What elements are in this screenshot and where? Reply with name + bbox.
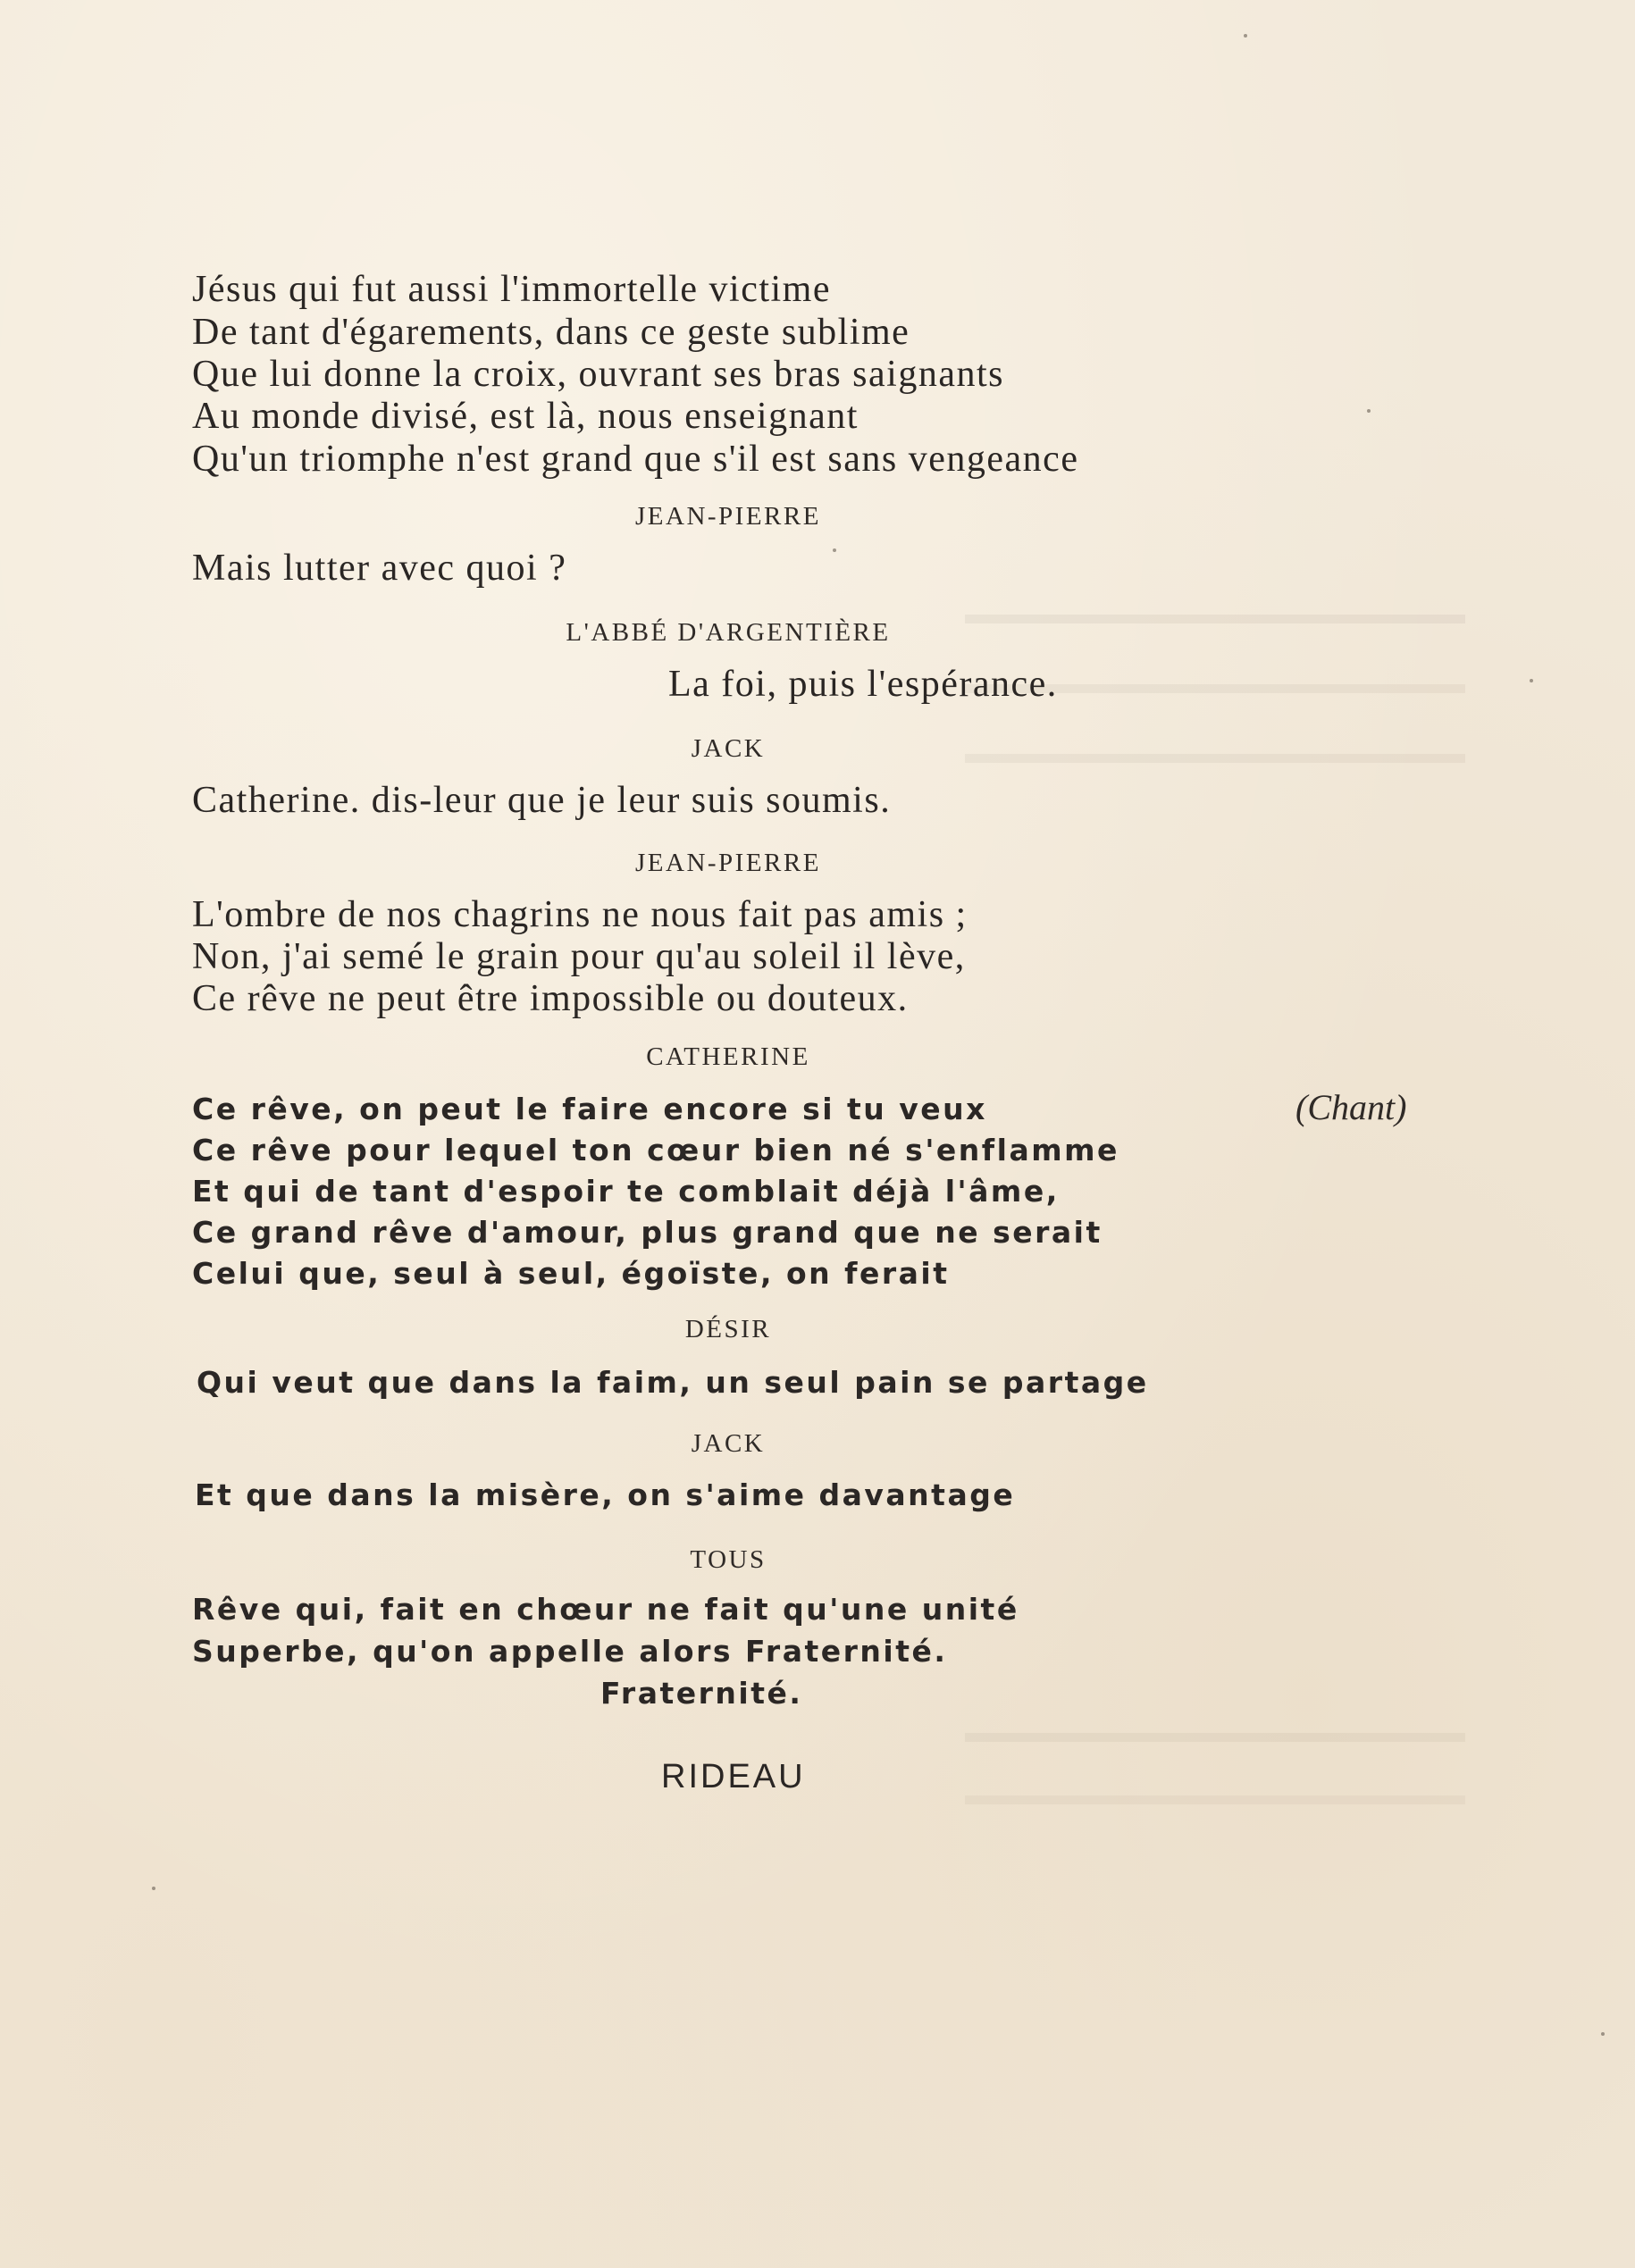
speaker-tous: TOUS — [690, 1545, 767, 1574]
speaker-jack: JACK — [691, 734, 766, 763]
song-line: Et qui de tant d'espoir te comblait déjà l'âme, — [192, 1174, 1060, 1209]
curtain-label: RIDEAU — [661, 1758, 806, 1795]
speaker-abbe: L'ABBÉ D'ARGENTIÈRE — [566, 618, 891, 647]
speck — [1367, 409, 1371, 413]
verse-line: Ce rêve ne peut être impossible ou douteux. — [192, 978, 909, 1019]
dialogue-line: Mais lutter avec quoi ? — [192, 548, 567, 589]
verse-line: De tant d'égarements, dans ce geste sublime — [192, 312, 910, 353]
verse-line: Non, j'ai semé le grain pour qu'au soleil il lève, — [192, 936, 966, 977]
song-line: Ce rêve pour lequel ton cœur bien né s'enflamme — [192, 1133, 1119, 1167]
song-line: Celui que, seul à seul, égoïste, on ferait — [192, 1256, 950, 1291]
verse-line: L'ombre de nos chagrins ne nous fait pas amis ; — [192, 894, 968, 935]
speaker-jean-pierre: JEAN-PIERRE — [635, 849, 821, 877]
speck — [833, 548, 836, 552]
speck — [152, 1887, 155, 1890]
song-line: Rêve qui, fait en chœur ne fait qu'une unité — [192, 1592, 1019, 1627]
bleed-through-texture-2 — [965, 1697, 1465, 1831]
dialogue-line: La foi, puis l'espérance. — [668, 664, 1058, 705]
song-line: Et que dans la misère, on s'aime davantage — [195, 1477, 1016, 1512]
speaker-jean-pierre: JEAN-PIERRE — [635, 502, 821, 531]
speck — [1601, 2032, 1605, 2036]
song-line: Ce grand rêve d'amour, plus grand que ne serait — [192, 1215, 1103, 1250]
speaker-catherine: CATHERINE — [646, 1042, 810, 1071]
verse-line: Au monde divisé, est là, nous enseignant — [192, 396, 859, 437]
verse-line: Jésus qui fut aussi l'immortelle victime — [192, 269, 831, 310]
verse-line: Que lui donne la croix, ouvrant ses bras saignants — [192, 354, 1004, 395]
verse-line: Qu'un triomphe n'est grand que s'il est sans vengeance — [192, 439, 1079, 480]
song-line: Ce rêve, on peut le faire encore si tu veux — [192, 1092, 987, 1126]
song-line: Qui veut que dans la faim, un seul pain se partage — [197, 1365, 1149, 1400]
song-line: Superbe, qu'on appelle alors Fraternité. — [192, 1634, 948, 1669]
stage-direction: (Chant) — [1295, 1087, 1407, 1127]
speaker-desir: DÉSIR — [684, 1315, 772, 1343]
dialogue-line: Catherine. dis-leur que je leur suis soumis. — [192, 780, 892, 821]
speck — [1244, 34, 1247, 38]
speaker-jack: JACK — [691, 1429, 766, 1458]
song-line: Fraternité. — [600, 1676, 803, 1711]
speck — [1530, 679, 1533, 682]
